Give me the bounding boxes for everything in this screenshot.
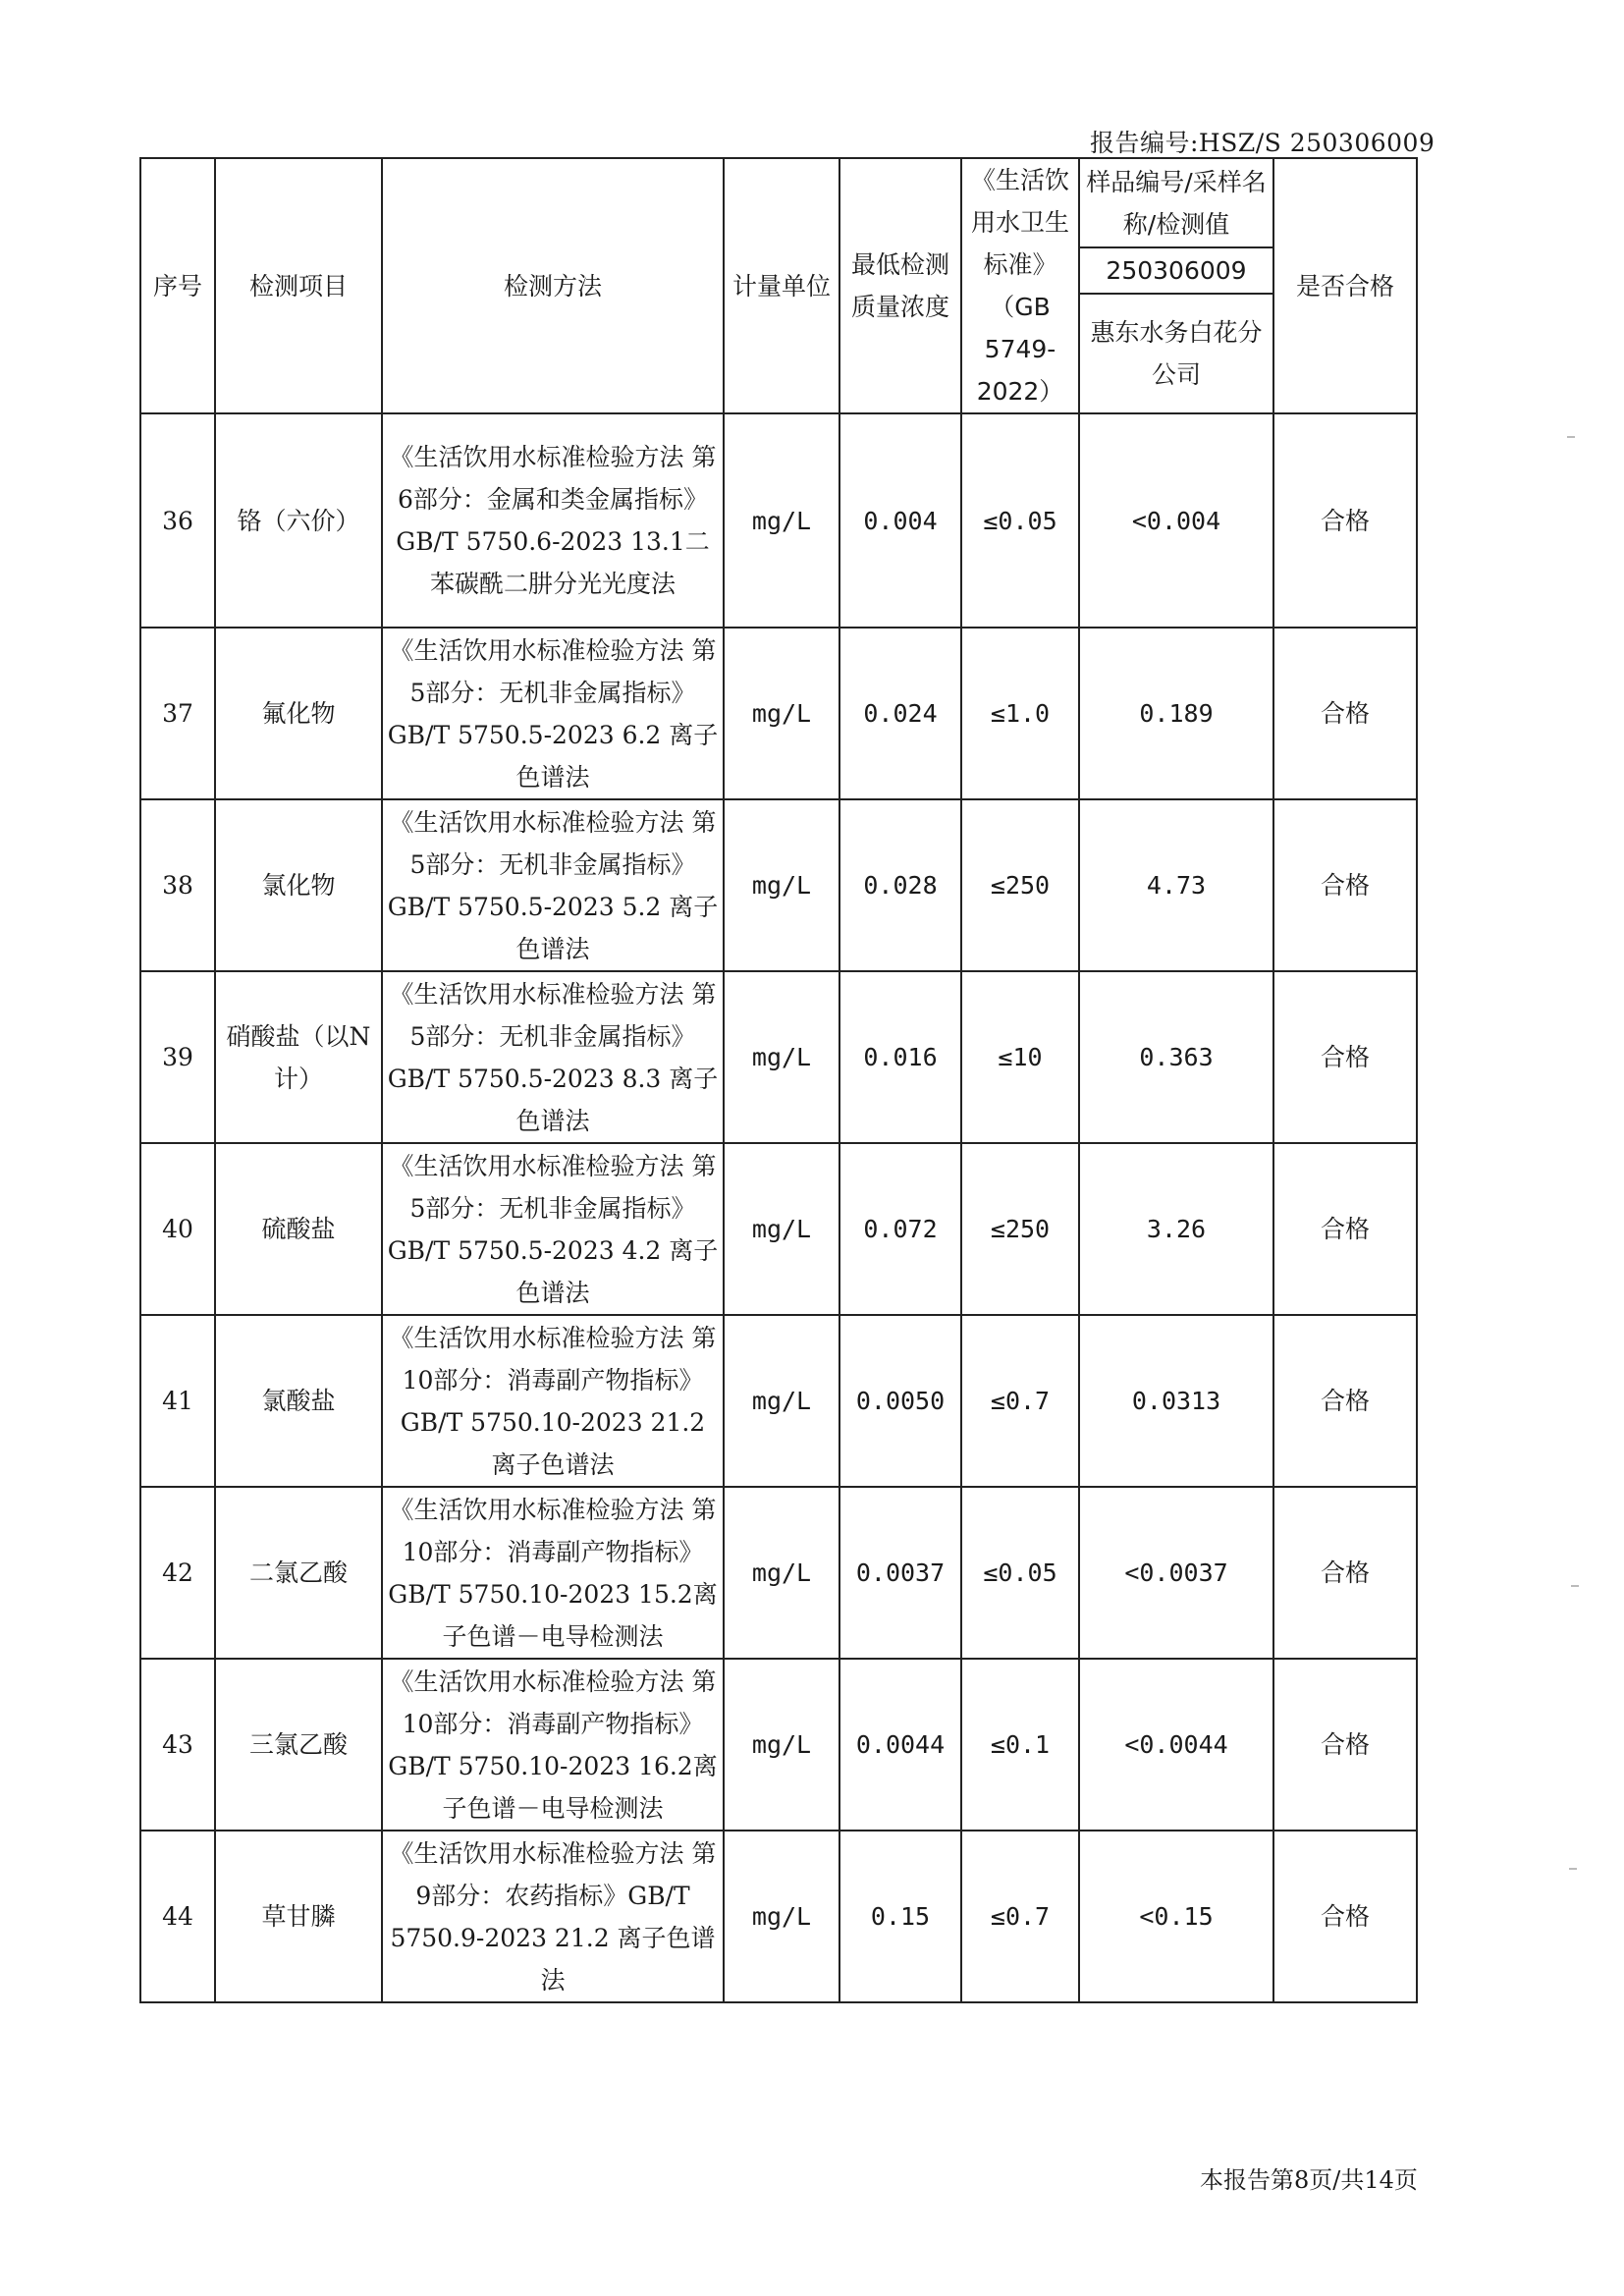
cell-method: 《生活饮用水标准检验方法 第5部分：无机非金属指标》GB/T 5750.5-2023 6.2 离子色谱法 (382, 628, 724, 799)
cell-value: 0.0313 (1079, 1315, 1273, 1487)
table-row (140, 1659, 1417, 1831)
cell-result: 合格 (1273, 1831, 1417, 2002)
cell-item: 氯化物 (215, 799, 382, 971)
cell-limit: ≤250 (961, 799, 1079, 971)
cell-value: 0.363 (1079, 971, 1273, 1143)
cell-unit: mg/L (724, 628, 839, 799)
cell-limit: ≤0.7 (961, 1831, 1079, 2002)
cell-item: 氟化物 (215, 628, 382, 799)
cell-unit: mg/L (724, 1487, 839, 1659)
cell-min: 0.0044 (839, 1659, 961, 1831)
header-seq: 序号 (140, 158, 215, 413)
cell-result: 合格 (1273, 628, 1417, 799)
cell-limit: ≤0.1 (961, 1659, 1079, 1831)
cell-result: 合格 (1273, 1315, 1417, 1487)
table-row (140, 413, 1417, 628)
cell-value: 4.73 (1079, 799, 1273, 971)
report-number: 报告编号:HSZ/S 250306009 (1090, 129, 1435, 157)
table-row (140, 628, 1417, 799)
scan-speck (1569, 1868, 1577, 1870)
header-min-conc: 最低检测质量浓度 (839, 158, 961, 413)
cell-item: 硝酸盐（以N计） (215, 971, 382, 1143)
cell-min: 0.15 (839, 1831, 961, 2002)
cell-method: 《生活饮用水标准检验方法 第9部分：农药指标》GB/T 5750.9-2023 21.2 离子色谱法 (382, 1831, 724, 2002)
cell-limit: ≤10 (961, 971, 1079, 1143)
header-standard: 《生活饮用水卫生标准》（GB 5749-2022） (961, 158, 1079, 413)
cell-result: 合格 (1273, 1659, 1417, 1831)
cell-unit: mg/L (724, 1659, 839, 1831)
cell-unit: mg/L (724, 413, 839, 628)
cell-seq: 37 (140, 628, 215, 799)
cell-method: 《生活饮用水标准检验方法 第5部分：无机非金属指标》GB/T 5750.5-2023 8.3 离子色谱法 (382, 971, 724, 1143)
table-row (140, 1487, 1417, 1659)
cell-result: 合格 (1273, 799, 1417, 971)
cell-result: 合格 (1273, 971, 1417, 1143)
cell-item: 三氯乙酸 (215, 1659, 382, 1831)
cell-seq: 40 (140, 1143, 215, 1315)
cell-limit: ≤0.7 (961, 1315, 1079, 1487)
cell-min: 0.028 (839, 799, 961, 971)
cell-method: 《生活饮用水标准检验方法 第6部分：金属和类金属指标》GB/T 5750.6-2023 13.1二苯碳酰二肼分光光度法 (382, 413, 724, 628)
cell-unit: mg/L (724, 1315, 839, 1487)
cell-item: 氯酸盐 (215, 1315, 382, 1487)
cell-value: <0.004 (1079, 413, 1273, 628)
cell-method: 《生活饮用水标准检验方法 第10部分：消毒副产物指标》GB/T 5750.10-2023 15.2离子色谱－电导检测法 (382, 1487, 724, 1659)
cell-min: 0.004 (839, 413, 961, 628)
cell-limit: ≤0.05 (961, 413, 1079, 628)
cell-item: 硫酸盐 (215, 1143, 382, 1315)
table-row (140, 1831, 1417, 2002)
header-pass: 是否合格 (1273, 158, 1417, 413)
cell-min: 0.016 (839, 971, 961, 1143)
cell-value: <0.0037 (1079, 1487, 1273, 1659)
cell-seq: 41 (140, 1315, 215, 1487)
cell-unit: mg/L (724, 971, 839, 1143)
cell-method: 《生活饮用水标准检验方法 第5部分：无机非金属指标》GB/T 5750.5-2023 4.2 离子色谱法 (382, 1143, 724, 1315)
header-method: 检测方法 (382, 158, 724, 413)
header-sample-name: 惠东水务白花分公司 (1079, 294, 1273, 413)
table-row (140, 971, 1417, 1143)
cell-result: 合格 (1273, 1487, 1417, 1659)
header-item: 检测项目 (215, 158, 382, 413)
cell-result: 合格 (1273, 1143, 1417, 1315)
scan-speck (1571, 1585, 1579, 1587)
scan-speck (1567, 436, 1575, 438)
table-row (140, 1143, 1417, 1315)
cell-value: 0.189 (1079, 628, 1273, 799)
table-row (140, 1315, 1417, 1487)
cell-method: 《生活饮用水标准检验方法 第10部分：消毒副产物指标》GB/T 5750.10-2023 21.2 离子色谱法 (382, 1315, 724, 1487)
cell-value: <0.0044 (1079, 1659, 1273, 1831)
cell-limit: ≤0.05 (961, 1487, 1079, 1659)
cell-seq: 39 (140, 971, 215, 1143)
cell-min: 0.024 (839, 628, 961, 799)
cell-method: 《生活饮用水标准检验方法 第5部分：无机非金属指标》GB/T 5750.5-2023 5.2 离子色谱法 (382, 799, 724, 971)
cell-seq: 38 (140, 799, 215, 971)
page-footer: 本报告第8页/共14页 (1200, 2166, 1418, 2194)
cell-unit: mg/L (724, 1143, 839, 1315)
cell-unit: mg/L (724, 799, 839, 971)
results-body (140, 413, 1417, 2002)
cell-limit: ≤250 (961, 1143, 1079, 1315)
header-sample-id: 250306009 (1079, 247, 1273, 294)
cell-limit: ≤1.0 (961, 628, 1079, 799)
cell-value: 3.26 (1079, 1143, 1273, 1315)
cell-seq: 42 (140, 1487, 215, 1659)
cell-min: 0.0037 (839, 1487, 961, 1659)
cell-value: <0.15 (1079, 1831, 1273, 2002)
cell-min: 0.072 (839, 1143, 961, 1315)
cell-min: 0.0050 (839, 1315, 961, 1487)
table-row (140, 799, 1417, 971)
results-table (139, 157, 1418, 2003)
cell-method: 《生活饮用水标准检验方法 第10部分：消毒副产物指标》GB/T 5750.10-2023 16.2离子色谱－电导检测法 (382, 1659, 724, 1831)
cell-item: 草甘膦 (215, 1831, 382, 2002)
header-unit: 计量单位 (724, 158, 839, 413)
cell-unit: mg/L (724, 1831, 839, 2002)
cell-item: 二氯乙酸 (215, 1487, 382, 1659)
cell-item: 铬（六价） (215, 413, 382, 628)
cell-seq: 44 (140, 1831, 215, 2002)
cell-seq: 43 (140, 1659, 215, 1831)
header-sample-group: 样品编号/采样名称/检测值 (1079, 158, 1273, 247)
cell-result: 合格 (1273, 413, 1417, 628)
cell-seq: 36 (140, 413, 215, 628)
